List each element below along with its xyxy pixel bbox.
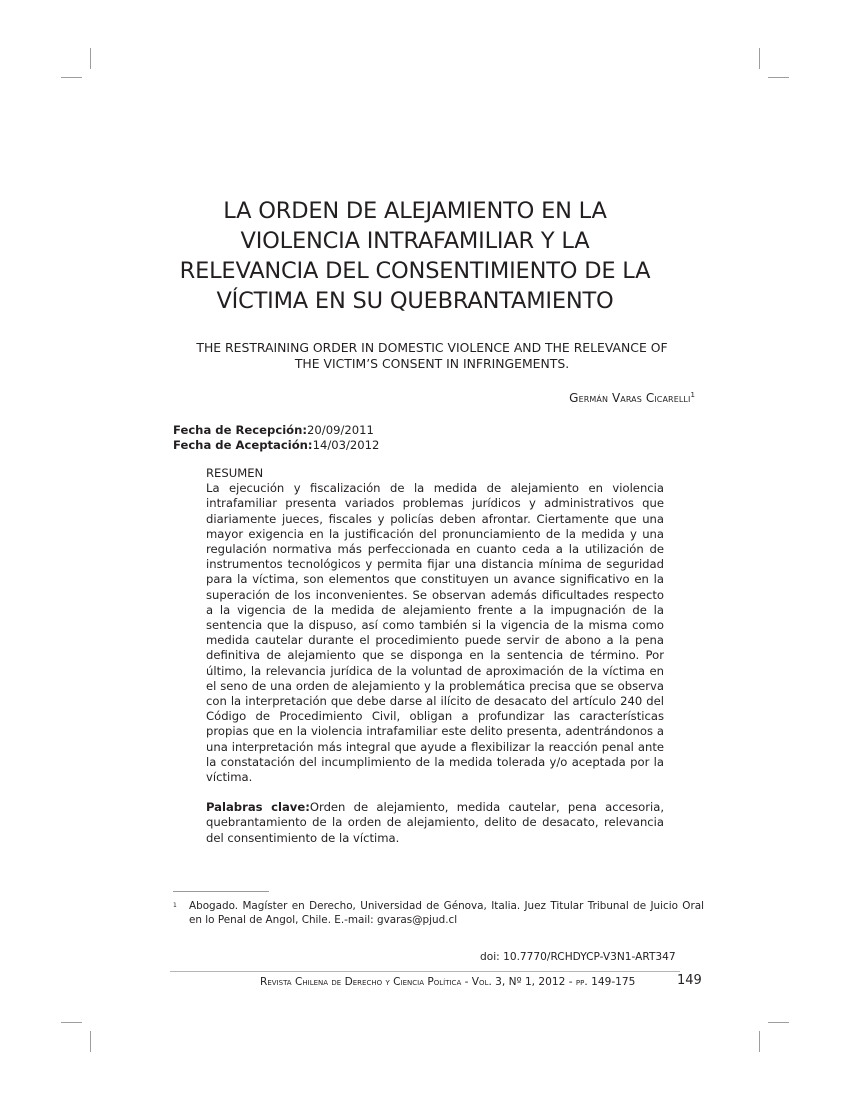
page-number: 149 [677,973,702,988]
keywords-label: Palabras clave: [206,800,310,815]
crop-mark-bottom-right-horizontal [768,1022,789,1023]
doi: doi: 10.7770/RCHDYCP-V3N1-ART347 [480,951,676,963]
crop-mark-top-left-horizontal [61,77,82,78]
author-footnote-mark: 1 [690,391,695,399]
footer-rule [170,971,680,972]
received-date [173,423,379,438]
subtitle-line: THE RESTRAINING ORDER IN DOMESTIC VIOLENCE AND THE RELEVANCE OF [196,340,668,355]
abstract-body: La ejecución y fiscalización de la medida de alejamiento en violencia intrafamiliar presenta variados problemas jurídicos y administrativos que diariamente jueces, fiscales y policías deben afrontar. Ciertamente que una mayor exigencia en la justificación del pronunciamiento de la medida y una regulación normativa más perfeccionada en cuanto ceda a la utilización de instrumentos tecnológicos y permita fijar una distancia mínima de seguridad para la víctima, son elementos que constituyen un avance significativo en la superación de los inconvenientes. Se observan además dificultades respecto a la vigencia de la medida de alejamiento frente a la impugnación de la sentencia que la dispuso, así como también si la vigencia de la misma como medida cautelar durante el procedimiento puede servir de abono a la pena definitiva de alejamiento que se disponga en la sentencia de término. Por último, la relevancia jurídica de la voluntad de aproximación de la víctima en el seno de una orden de alejamiento y la problemática precisa que se observa con la interpretación que debe darse al ilícito de desacato del artículo 240 del Código de Procedimiento Civil, obligan a profundizar las características propias que en la violencia intrafamiliar este delito presenta, adentrándonos a una interpretación más integral que ayude a flexibilizar la reacción penal ante la constatación del incumplimiento de la medida tolerada y/o aceptada por la víctima. [206,481,664,785]
author-name: Germán Varas Cicarelli [569,391,691,405]
crop-mark-top-right-horizontal [768,77,789,78]
running-footer-journal: Revista Chilena de Derecho y Ciencia Política - Vol. 3, Nº 1, 2012 - pp. 149-175 [260,976,636,988]
title-line: LA ORDEN DE ALEJAMIENTO EN LA [223,198,607,224]
keywords [206,800,664,846]
title-line: RELEVANCIA DEL CONSENTIMIENTO DE LA [179,258,651,284]
footnote-text: Abogado. Magíster en Derecho, Universidad de Génova, Italia. Juez Titular Tribunal de Juicio Oral en lo Penal de Angol, Chile. E.-mail: gvaras@pjud.cl [189,900,704,926]
abstract-heading: RESUMEN [206,466,264,480]
accepted-date [173,438,379,453]
keywords-text: Orden de alejamiento, medida cautelar, pena accesoria, quebrantamiento de la orden de alejamiento, delito de desacato, relevancia del consentimiento de la víctima. [206,800,665,845]
english-title [172,340,692,372]
crop-mark-top-right-vertical [759,48,760,69]
footnote [173,899,704,927]
title-line: VÍCTIMA EN SU QUEBRANTAMIENTO [216,288,614,314]
footnote-separator [173,891,269,892]
crop-mark-bottom-left-vertical [90,1031,91,1052]
accepted-label: Fecha de Aceptación: [173,438,313,452]
dates-block [173,423,379,453]
abstract-section [206,466,664,846]
author-byline [569,391,695,405]
crop-mark-bottom-right-vertical [759,1031,760,1052]
article-title [160,196,670,316]
crop-mark-bottom-left-horizontal [61,1022,82,1023]
accepted-value: 14/03/2012 [312,438,380,452]
received-value: 20/09/2011 [307,423,374,437]
subtitle-line: THE VICTIM’S CONSENT IN INFRINGEMENTS. [294,356,570,371]
crop-mark-top-left-vertical [90,48,91,69]
footnote-mark: 1 [173,902,177,909]
title-line: VIOLENCIA INTRAFAMILIAR Y LA [240,228,590,254]
received-label: Fecha de Recepción: [173,423,308,437]
